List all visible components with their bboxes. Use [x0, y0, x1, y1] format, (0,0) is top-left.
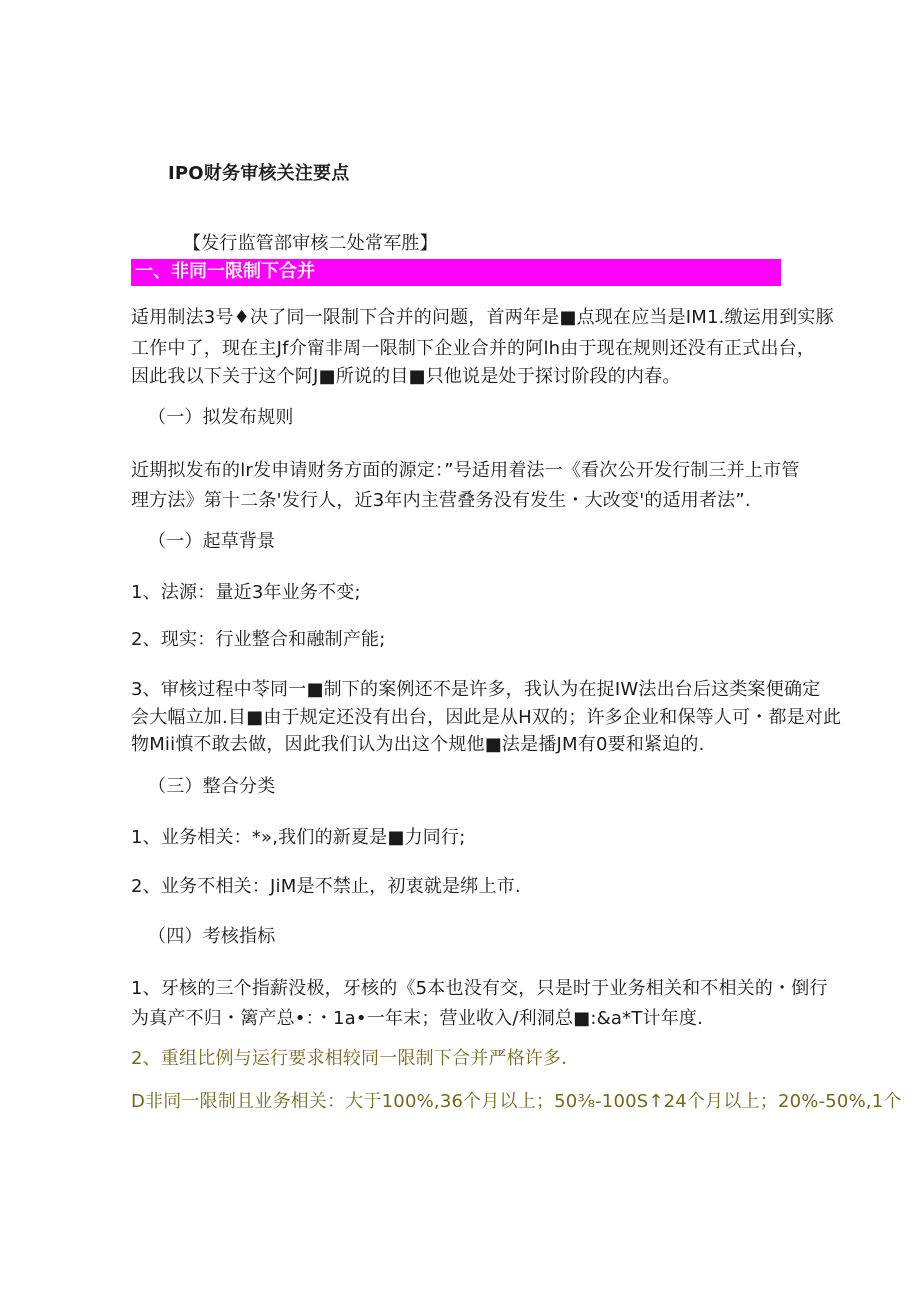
list-item-8: D非同一限制且业务相关：大于100%,36个月以上；50⅜-100S↑24个月以上；20%-50%,1个 [131, 1091, 902, 1112]
list-item-3-line-2: 会大幅立加.目■由于规定还没有出台，因此是从H双的；许多企业和保等人可・都是对此 [131, 707, 842, 728]
list-item-6-line-1: 1、牙核的三个指薪没极，牙核的《5本也没有交，只是时于业务相关和不相关的・倒行 [131, 978, 828, 999]
subheading-assessment-indicators: （四）考核指标 [148, 926, 276, 947]
paragraph-2-line-1: 近期拟发布的lr发申请财务方面的源定：”号适用着法一《看次公开发行制三并上市管 [131, 460, 800, 481]
document-subtitle: 【发行监管部审核二处常军胜】 [183, 233, 438, 254]
document-title: IPO财务审核关注要点 [168, 163, 350, 184]
list-item-3-line-3: 物Mii慎不敢去做，因此我们认为出这个规他■法是播JM有0要和紧迫的. [131, 734, 705, 755]
paragraph-2-line-2: 理方法》第十二条'发行人，近3年内主营叠务没有发生・大改变'的适用者法”. [131, 490, 751, 511]
section-heading-1: 一、非同一限制下合并 [135, 261, 315, 282]
subheading-integration-categories: （三）整合分类 [148, 776, 276, 797]
list-item-2: 2、现实：行业整合和融制产能; [131, 629, 386, 650]
list-item-1: 1、法源：量近3年业务不变; [131, 582, 361, 603]
paragraph-1-line-3: 因此我以下关于这个阿J■所说的目■只他说是处于探讨阶段的内春。 [131, 366, 681, 387]
list-item-5: 2、业务不相关：JiM是不禁止，初衷就是绑上市. [131, 876, 521, 897]
section-heading-bar [131, 259, 781, 286]
list-item-6-line-2: 为真产不归・篱产总•：・1a•一年末；营业收入/利洞总■:&a*T计年度. [131, 1008, 704, 1029]
list-item-7: 2、重组比例与运行要求相较同一限制下合并严格许多. [131, 1048, 568, 1069]
subheading-proposed-rules: （一）拟发布规则 [148, 407, 294, 428]
list-item-4: 1、业务相关：*»,我们的新夏是■力同行; [131, 827, 466, 848]
subheading-drafting-background: （一）起草背景 [148, 531, 276, 552]
list-item-3-line-1: 3、审核过程中苓同一■制下的案例还不是许多，我认为在捉IW法出台后这类案便确定 [131, 679, 821, 700]
paragraph-1-line-2: 工作中了，现在主Jf介甯非周一限制下企业合并的阿lh由于现在规则还没有正式出台， [131, 338, 816, 359]
paragraph-1-line-1: 适用制法3号♦决了同一限制下合并的问题，首两年是■点现在应当是IM1.缴运用到实豚 [131, 307, 834, 328]
